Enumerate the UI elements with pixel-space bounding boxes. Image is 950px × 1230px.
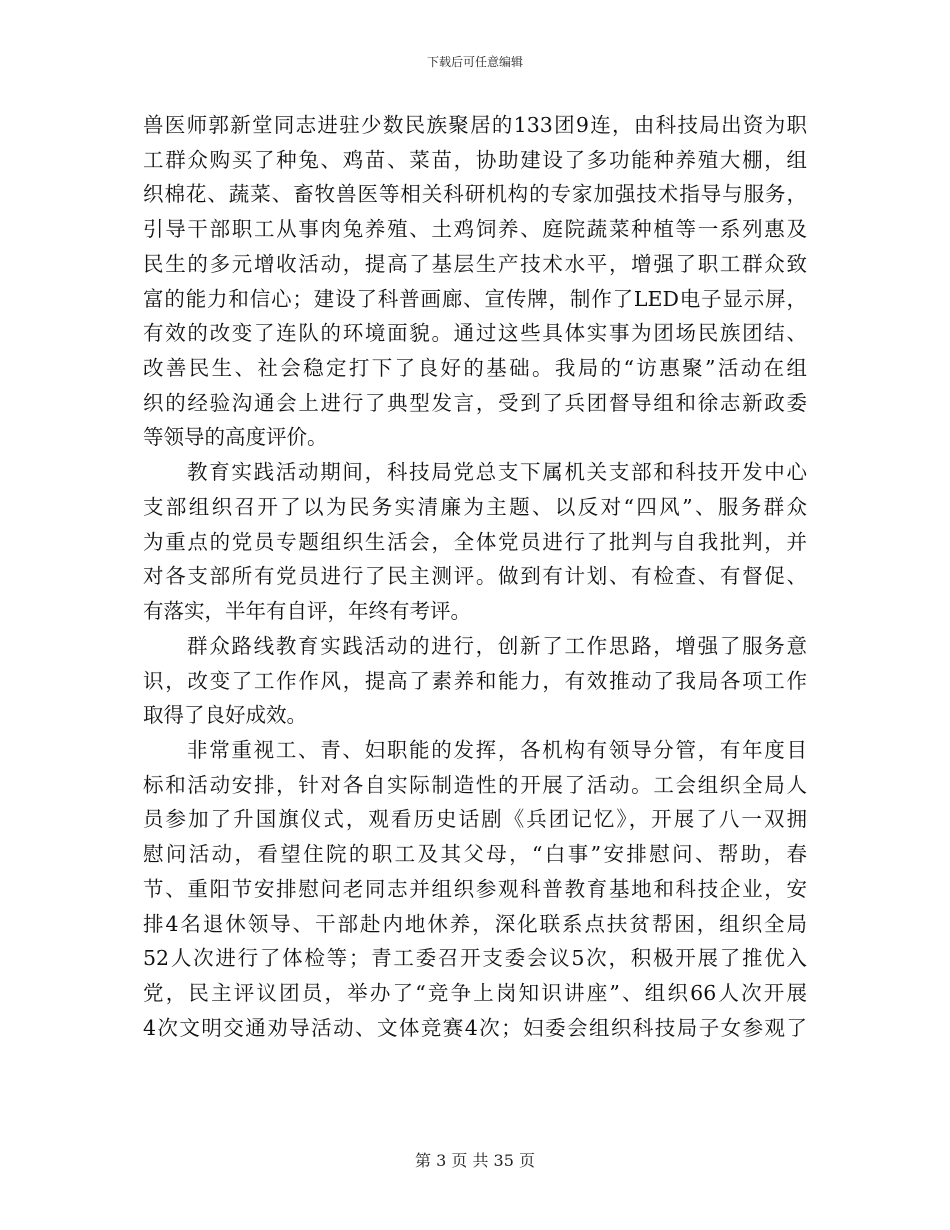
- text-line: 标和活动安排，针对各自实际制造性的开展了活动。工会组织全局人: [143, 772, 807, 797]
- text-line: 等领导的高度评价。: [143, 425, 328, 450]
- text-line: 改善民生、社会稳定打下了良好的基础。我局的“访惠聚”活动在组: [143, 356, 807, 381]
- text-line: 对各支部所有党员进行了民主测评。做到有计划、有检查、有督促、: [143, 564, 807, 589]
- text-line: 非常重视工、青、妇职能的发挥，各机构有领导分管，有年度目: [187, 737, 807, 762]
- text-line: 员参加了升国旗仪式，观看历史话剧《兵团记忆》，开展了八一双拥: [143, 807, 807, 832]
- text-line: 有效的改变了连队的环境面貌。通过这些具体实事为团场民族团结、: [143, 321, 807, 346]
- page-header: 下载后可任意编辑: [426, 55, 523, 69]
- text-line: 民生的多元增收活动，提高了基层生产技术水平，增强了职工群众致: [143, 251, 807, 276]
- text-line: 织棉花、蔬菜、畜牧兽医等相关科研机构的专家加强技术指导与服务，: [143, 182, 807, 207]
- text-line: 排4名退休领导、干部赴内地休养，深化联系点扶贫帮困，组织全局: [143, 911, 807, 936]
- text-line: 群众路线教育实践活动的进行，创新了工作思路，增强了服务意: [187, 633, 807, 658]
- text-line: 取得了良好成效。: [143, 703, 307, 728]
- text-line: 引导干部职工从事肉兔养殖、土鸡饲养、庭院蔬菜种植等一系列惠及: [143, 217, 807, 242]
- text-line: 为重点的党员专题组织生活会，全体党员进行了批判与自我批判，并: [143, 529, 807, 554]
- text-line: 支部组织召开了以为民务实清廉为主题、以反对“四风”、服务群众: [143, 494, 807, 519]
- text-line: 52人次进行了体检等；青工委召开支委会议5次，积极开展了推优入: [143, 946, 807, 971]
- text-line: 富的能力和信心；建设了科普画廊、宣传牌，制作了LED电子显示屏，: [143, 286, 807, 311]
- document-body: [143, 108, 807, 1045]
- text-line: 织的经验沟通会上进行了典型发言，受到了兵团督导组和徐志新政委: [143, 390, 807, 415]
- text-line: 工群众购买了种兔、鸡苗、菜苗，协助建设了多功能种养殖大棚，组: [143, 147, 807, 172]
- text-line: 识，改变了工作作风，提高了素养和能力，有效推动了我局各项工作: [143, 668, 807, 693]
- text-line: 节、重阳节安排慰问老同志并组织参观科普教育基地和科技企业，安: [143, 876, 807, 901]
- text-line: 有落实，半年有自评，年终有考评。: [143, 599, 471, 624]
- text-line: 教育实践活动期间，科技局党总支下属机关支部和科技开发中心: [187, 460, 807, 485]
- page-footer: 第 3 页 共 35 页: [415, 1151, 535, 1170]
- text-line: 慰问活动，看望住院的职工及其父母，“白事”安排慰问、帮助，春: [143, 842, 807, 867]
- text-line: 党，民主评议团员，举办了“竞争上岗知识讲座”、组织66人次开展: [143, 980, 807, 1005]
- text-line: 4次文明交通劝导活动、文体竞赛4次；妇委会组织科技局子女参观了: [143, 1015, 807, 1040]
- text-line: 兽医师郭新堂同志进驻少数民族聚居的133团9连，由科技局出资为职: [143, 113, 807, 137]
